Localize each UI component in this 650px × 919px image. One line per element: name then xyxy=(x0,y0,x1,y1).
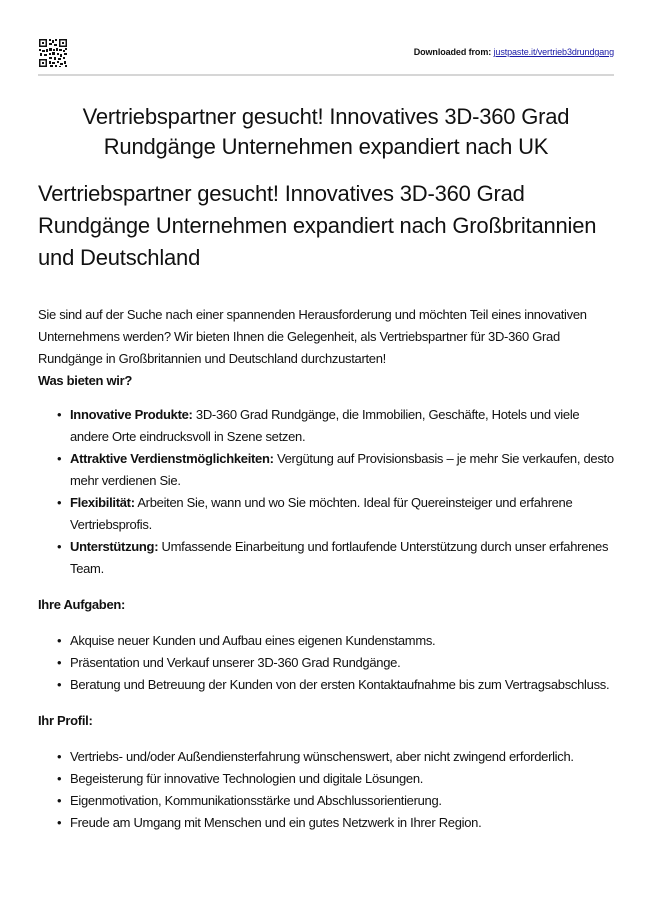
download-source xyxy=(414,47,614,57)
list-item xyxy=(70,448,614,492)
profile-heading: Ihr Profil: xyxy=(38,713,93,728)
item-text: Umfassende Einarbeitung und fortlaufende Unterstützung durch unser erfahrenes Team. xyxy=(70,539,609,576)
article-body xyxy=(38,304,614,834)
list-item: • Präsentation und Verkauf unserer 3D-360 Grad Rundgänge. xyxy=(70,652,614,674)
list-item xyxy=(70,536,614,580)
list-item: • Begeisterung für innovative Technologien und digitale Lösungen. xyxy=(70,768,614,790)
item-label: Innovative Produkte: xyxy=(70,407,193,422)
tasks-heading: Ihre Aufgaben: xyxy=(38,597,126,612)
item-text: Arbeiten Sie, wann und wo Sie möchten. Ideal für Quereinsteiger und erfahrene Vertriebsprofis. xyxy=(70,495,573,532)
item-label: Attraktive Verdienstmöglichkeiten: xyxy=(70,451,274,466)
list-item: • Freude am Umgang mit Menschen und ein gutes Netzwerk in Ihrer Region. xyxy=(70,812,614,834)
item-label: Unterstützung: xyxy=(70,539,159,554)
offer-heading: Was bieten wir? xyxy=(38,373,132,388)
item-text: Vergütung auf Provisionsbasis – je mehr Sie verkaufen, desto mehr verdienen Sie. xyxy=(70,451,614,488)
tasks-list xyxy=(38,630,614,696)
list-item: • Vertriebs- und/oder Außendiensterfahrung wünschenswert, aber nicht zwingend erforderlich. xyxy=(70,746,614,768)
list-item: • Akquise neuer Kunden und Aufbau eines eigenen Kundenstamms. xyxy=(70,630,614,652)
item-label: Flexibilität: xyxy=(70,495,135,510)
profile-list xyxy=(38,746,614,834)
list-item: • Eigenmotivation, Kommunikationsstärke und Abschlussorientierung. xyxy=(70,790,614,812)
article-heading: Vertriebspartner gesucht! Innovatives 3D-360 Grad Rundgänge Unternehmen expandiert nach Großbritannien und Deutschland xyxy=(38,181,597,270)
document-page xyxy=(38,38,614,830)
list-item xyxy=(70,492,614,536)
list-item: • Beratung und Betreuung der Kunden von der ersten Kontaktaufnahme bis zum Vertragsabschluss. xyxy=(70,674,614,696)
page-header xyxy=(38,38,614,70)
list-item xyxy=(70,404,614,448)
source-link[interactable]: justpaste.it/vertrieb3drundgang xyxy=(493,47,614,57)
intro-paragraph: Sie sind auf der Suche nach einer spannenden Herausforderung und möchten Teil eines innovativen Unternehmens werden? Wir bieten Ihnen die Gelegenheit, als Vertriebspartner für 3D-360 Grad Rundgänge in Großbritannien und Deutschland durchzustarten! xyxy=(38,307,587,366)
qr-code-icon xyxy=(38,38,68,68)
offer-list xyxy=(38,404,614,580)
downloaded-from-label: Downloaded from: xyxy=(413,47,494,57)
page-title: Vertriebspartner gesucht! Innovatives 3D-360 Grad Rundgänge Unternehmen expandiert nach UK xyxy=(82,104,570,159)
header-divider xyxy=(38,74,614,76)
item-text: 3D-360 Grad Rundgänge, die Immobilien, Geschäfte, Hotels und viele andere Orte eindrucksvoll in Szene setzen. xyxy=(70,407,580,444)
